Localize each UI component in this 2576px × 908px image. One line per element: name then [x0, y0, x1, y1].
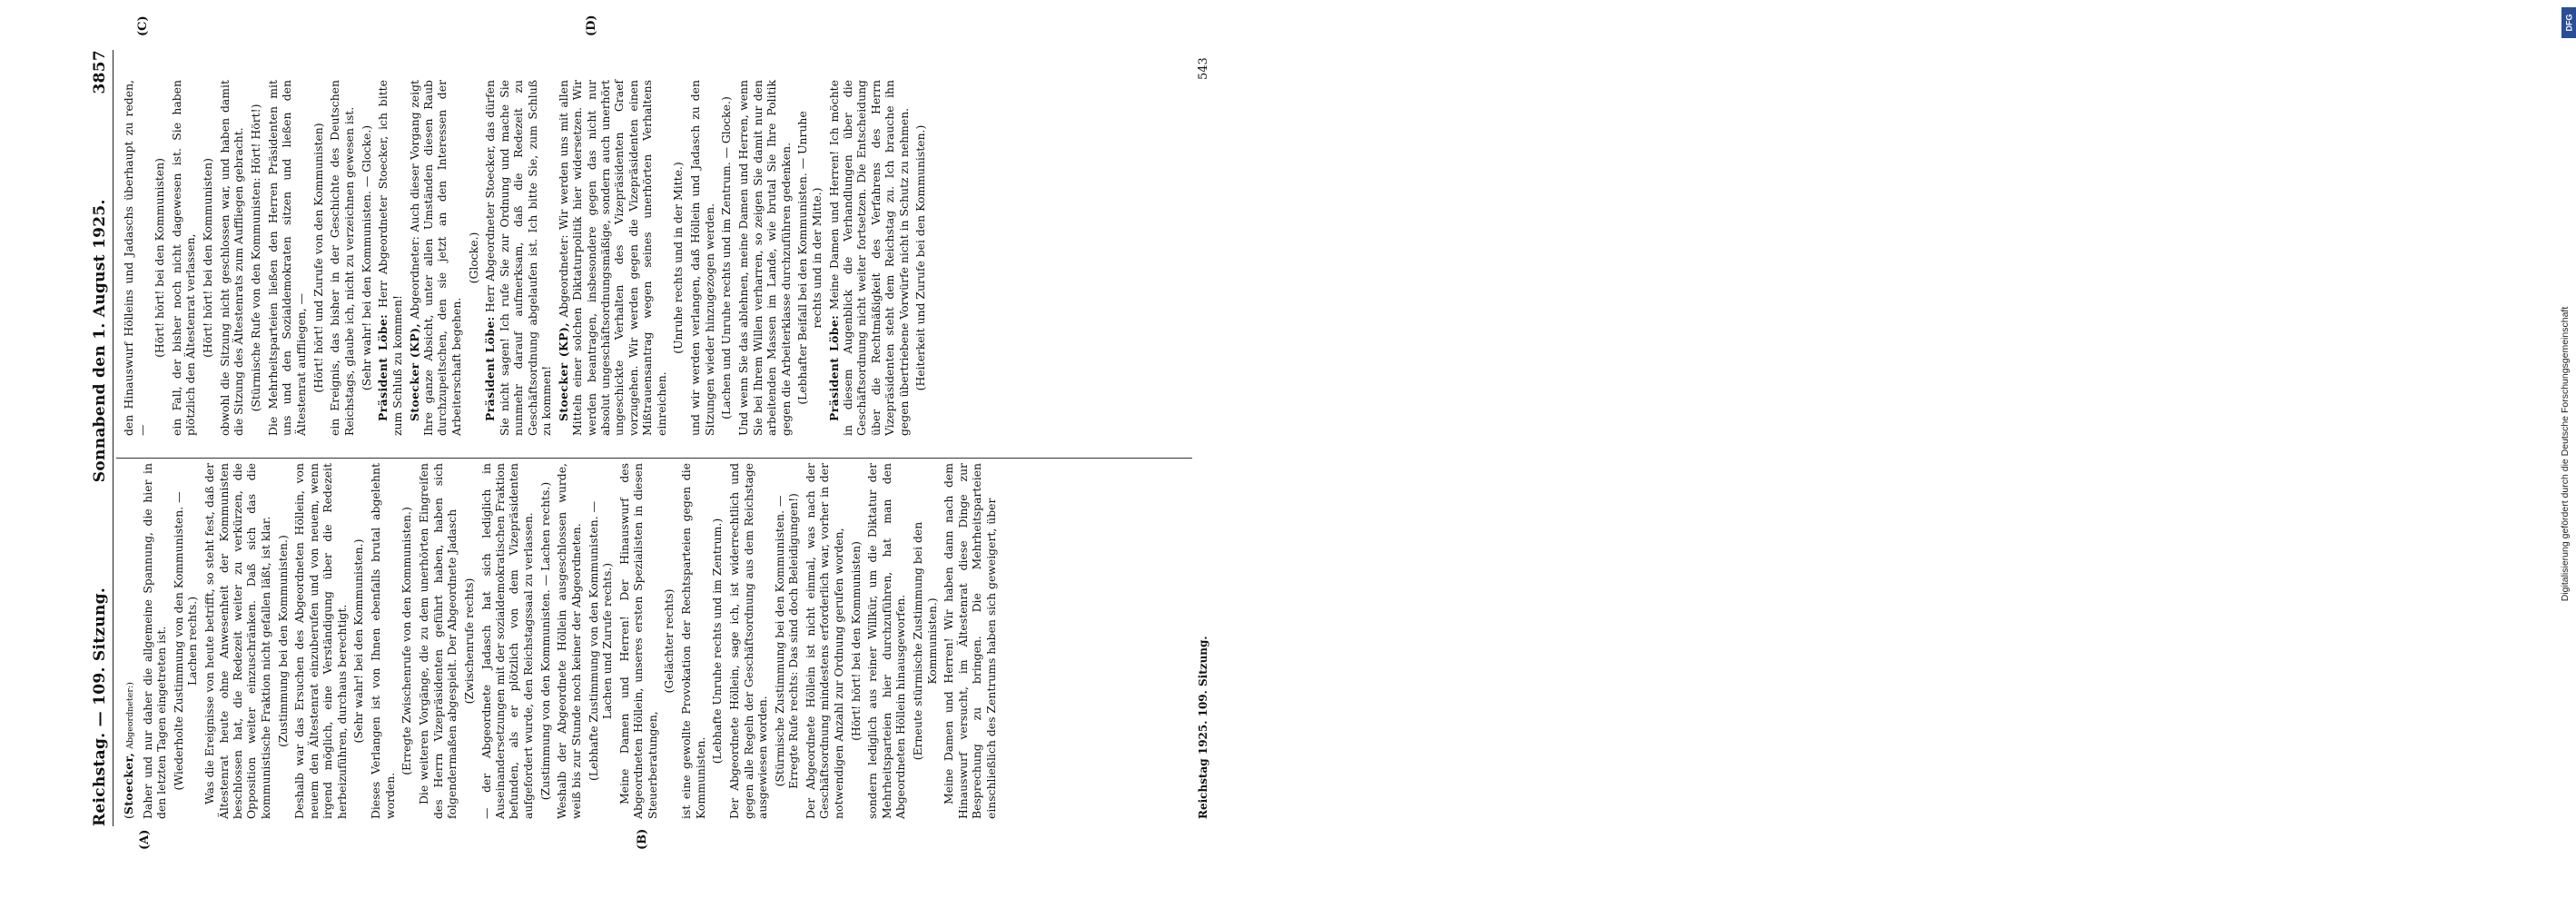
footer-session: Reichstag 1925. 109. Sitzung. [1197, 636, 1209, 819]
interjection: (Lebhafte Zustimmung von den Kommunisten. — Lachen und Zurufe rechts.) [586, 500, 615, 782]
speech-paragraph: Der Abgeordnete Höllein ist nicht einmal, was nach der Geschäftsordnung mindestens erforderlich war, vorher in der notwendigen Anzahl zur Ordnung gerufen worden, [804, 463, 845, 819]
speech-paragraph: Meine Damen und Herren! Der Hinauswurf des Abgeordneten Höllein, unseres ersten Spezialisten in diesen Steuerberatungen, [617, 463, 659, 819]
speech-paragraph: sondern lediglich aus reiner Willkür, um die Diktatur der Mehrheitsparteien hier durchzuführen, hat man den Abgeordneten Höllein hinausgeworfen. [865, 463, 908, 819]
speech-text: Abgeordneter: Wir werden uns mit allen Mitteln einer solchen Diktaturpolitik hier widersetzen. Wir werden beantragen, insbesondere gegen das nicht nur absolut ungeschäftsordnungsmäßige, sondern auch unerhört ungeschickte Verhalten des Vizepräsidenten Graef vorzugehen. Wir werden gegen die Vizepräsidenten einen Mißtrauensantrag wegen seines unerhörten Verhaltens einreichen. [556, 80, 668, 436]
speech-paragraph: Meine Damen und Herren! Wir haben dann nach dem Hinauswurf versucht, im Ältestenrat diese Dinge zur Besprechung zu bringen. Die Mehrheitsparteien einschließlich des Zentrums haben sich geweigert, über [942, 463, 998, 819]
left-column [122, 463, 1001, 819]
margin-marker-c: (C) [136, 15, 150, 36]
speech-paragraph [376, 80, 404, 436]
speech-paragraph: Daher und nur daher die allgemeine Spannung, die hier in den letzten Tagen eingetreten ist. [140, 463, 169, 819]
header-page-number: 3857 [91, 50, 109, 94]
speaker-name: Stoecker (KP), [556, 322, 570, 421]
speaker-name: Präsident Löbe: [826, 314, 841, 421]
right-column-text [122, 80, 928, 436]
dfg-logo-text: DFG [2564, 14, 2573, 32]
speaker-name: Präsident Löbe: [376, 313, 390, 421]
speech-paragraph: ist eine gewollte Provokation der Rechtsparteien gegen die Kommunisten. [679, 463, 707, 819]
speaker-name: Stoecker (KP), [407, 322, 421, 421]
interjection: (Erregte Zwischenrufe von den Kommunisten.) [400, 507, 414, 775]
digitization-credit [1276, 0, 2573, 908]
speech-paragraph: ein Ereignis, das bisher in der Geschichte des Deutschen Reichstags, glaube ich, nicht zu verzeichnen gewesen ist. [328, 80, 356, 436]
footer-page-mark: 543 [1197, 57, 1210, 80]
speech-paragraph: Die Mehrheitsparteien ließen den Herren Präsidenten mit uns und den Sozialdemokraten sitzen und ließen den Ältestenrat auffliegen, — [266, 80, 308, 436]
speech-paragraph: Was die Ereignisse von heute betrifft, so steht fest, daß der Ältestenrat heute ohne Anwesenheit der Kommunisten beschlossen hat, die Redezeit weiter zu verkürzen, die Opposition weiter einzuschränken. Daß sich das die kommunistische Fraktion nicht gefallen läßt, ist klar. [202, 463, 272, 819]
speech-text: Herr Abgeordneter Stoecker, das dürfen Sie nicht sagen! Ich rufe Sie zur Ordnung und mache Sie nunmehr darauf aufmerksam, daß die Redezeit zu Geschäftsordnung abgelaufen ist. Ich bitte Sie, zum Schluß zu kommen! [483, 80, 554, 436]
interjection: (Heiterkeit und Zurufe bei den Kommunisten.) [913, 124, 928, 391]
interjection: (Hört! hört! und Zurufe von den Kommunisten) [311, 123, 325, 393]
interjection: (Erneute stürmische Zustimmung bei den Kommunisten.) [911, 521, 939, 761]
interjection: (Zustimmung bei den Kommunisten.) [275, 535, 290, 747]
interjection: (Sehr wahr! bei den Kommunisten.) [351, 538, 366, 744]
speech-paragraph: Weshalb der Abgeordnete Höllein ausgeschlossen wurde, weiß bis zur Stunde noch keiner der Abgeordneten. [555, 463, 583, 819]
speech-paragraph [408, 80, 464, 436]
header-date: Sonnabend den 1. August 1925. [91, 199, 109, 483]
speech-paragraph: Der Abgeordnete Höllein, sage ich, ist widerrechtlich und gegen alle Regeln der Geschäftsordnung aus dem Reichstage ausgewiesen worden. [727, 463, 770, 819]
credit-text: Digitalisierung gefördert durch die Deutsche Forschungsgemeinschaft [2560, 306, 2571, 602]
interjection: (Gelächter rechts) [662, 588, 676, 694]
interjection: (Glocke.) [466, 232, 480, 284]
right-column [122, 80, 931, 436]
interjection: (Hört! hört! bei den Kommunisten) [848, 541, 863, 741]
interjection: (Zwischenrufe rechts) [461, 577, 476, 705]
speech-paragraph: Die weiteren Vorgänge, die zu dem unerhörten Eingreifen des Herrn Vizepräsidenten geführt haben, haben sich folgendermaßen abgespielt. Der Abgeordnete Jadasch [417, 463, 459, 819]
speech-paragraph [483, 80, 553, 436]
interjection: (Lachen und Unruhe rechts und im Zentrum. — Glocke.) [719, 96, 734, 419]
interjection: (Hört! hört! bei den Kommunisten) [201, 158, 215, 358]
interjection: (Hört! hört! bei den Kommunisten) [153, 158, 167, 358]
speaker-heading: (Stoecker, Abgeordneter:) [122, 682, 135, 819]
speech-paragraph: obwohl die Sitzung nicht geschlossen war, und haben damit die Sitzung des Ältestenrats zum Auffliegen gebracht. [218, 80, 246, 436]
speech-paragraph: ein Fall, der bisher noch nicht dagewesen ist. Sie haben plötzlich den Ältestenrat verlassen, [170, 80, 198, 436]
speech-paragraph: Deshalb war das Ersuchen des Abgeordneten Höllein, von neuem den Ältestenrat einzuberufen und von neuem, wenn irgend möglich, eine Verständigung über die Redezeit herbeizuführen, durchaus berechtigt. [292, 463, 349, 819]
interjection: (Wiederholte Zustimmung von den Kommunisten. — Lachen rechts.) [172, 491, 200, 791]
margin-marker-b: (B) [636, 828, 649, 850]
interjection: (Stürmische Zustimmung bei den Kommunisten. — Erregte Rufe rechts: Das sind doch Beleidigungen!) [772, 493, 801, 789]
speaker-name: Präsident Löbe: [483, 316, 498, 421]
speech-text: Abgeordneter: Auch dieser Vorgang zeigt Ihre ganze Absicht, unter allen Umständen diesen Raub durchzupeitschen, den sie jetzt an den Interessen der Arbeiterschaft begehen. [407, 80, 463, 436]
speaker-name: Stoecker, [122, 752, 135, 815]
speech-paragraph: den Hinauswurf Hölleins und Jadaschs überhaupt zu reden, — [122, 80, 150, 436]
margin-marker-a: (A) [138, 829, 152, 850]
page-header [82, 50, 109, 826]
interjection: (Unruhe rechts und in der Mitte.) [671, 162, 686, 354]
interjection: (Stürmische Rufe von den Kommunisten: Hört! Hört!) [249, 104, 263, 412]
interjection: (Lebhafte Unruhe rechts und im Zentrum.) [710, 518, 725, 765]
speech-paragraph: und wir werden verlangen, daß Höllein und Jadasch zu den Sitzungen wieder hinzugezogen werden. [688, 80, 716, 436]
left-column-text [141, 463, 998, 819]
speech-text: Herr Abgeordneter Stoecker, ich bitte zum Schluß zu kommen! [376, 80, 404, 436]
dfg-logo [2561, 7, 2576, 38]
header-session: Reichstag. — 109. Sitzung. [91, 587, 109, 826]
interjection: (Sehr wahr! bei den Kommunisten. — Glocke.) [359, 124, 373, 391]
speech-paragraph [827, 80, 911, 436]
speech-paragraph: — der Abgeordnete Jadasch hat sich lediglich in Auseinandersetzungen mit der sozialdemokratischen Fraktion befunden, als er plötzlich von dem Vizepräsidenten aufgefordert wurde, den Reichstagssaal zu verlassen. [479, 463, 535, 819]
speech-paragraph: Und wenn Sie das ablehnen, meine Damen und Herren, wenn Sie bei Ihrem Willen verharren, so zeigen Sie damit nur den arbeitenden Massen im Lande, wie brutal Sie Ihre Politik gegen die Arbeiterklasse durchzuführen gedenken. [736, 80, 793, 436]
interjection: (Zustimmung von den Kommunisten. — Lachen rechts.) [538, 481, 552, 801]
header-rule [113, 50, 114, 826]
speech-paragraph: Dieses Verlangen ist von Ihnen ebenfalls brutal abgelehnt worden. [369, 463, 397, 819]
column-divider [116, 458, 1192, 459]
speaker-role: Abgeordneter:) [125, 682, 135, 749]
speech-paragraph [557, 80, 668, 436]
interjection: (Lebhafter Beifall bei den Kommunisten. — Unruhe rechts und in der Mitte.) [795, 111, 824, 405]
speech-text: Meine Damen und Herren! Ich möchte in diesem Augenblick die Verhandlungen über die Geschäftsordnung nicht weiter fortsetzen. Die Entscheidung über die Rechtmäßigkeit des Verfahrens des Herrn Vizepräsidenten steht dem Reichstag zu. Ich brauche ihn gegen übertriebene Vorwürfe nicht in Schutz zu nehmen. [826, 80, 911, 436]
margin-marker-d: (D) [585, 15, 598, 36]
